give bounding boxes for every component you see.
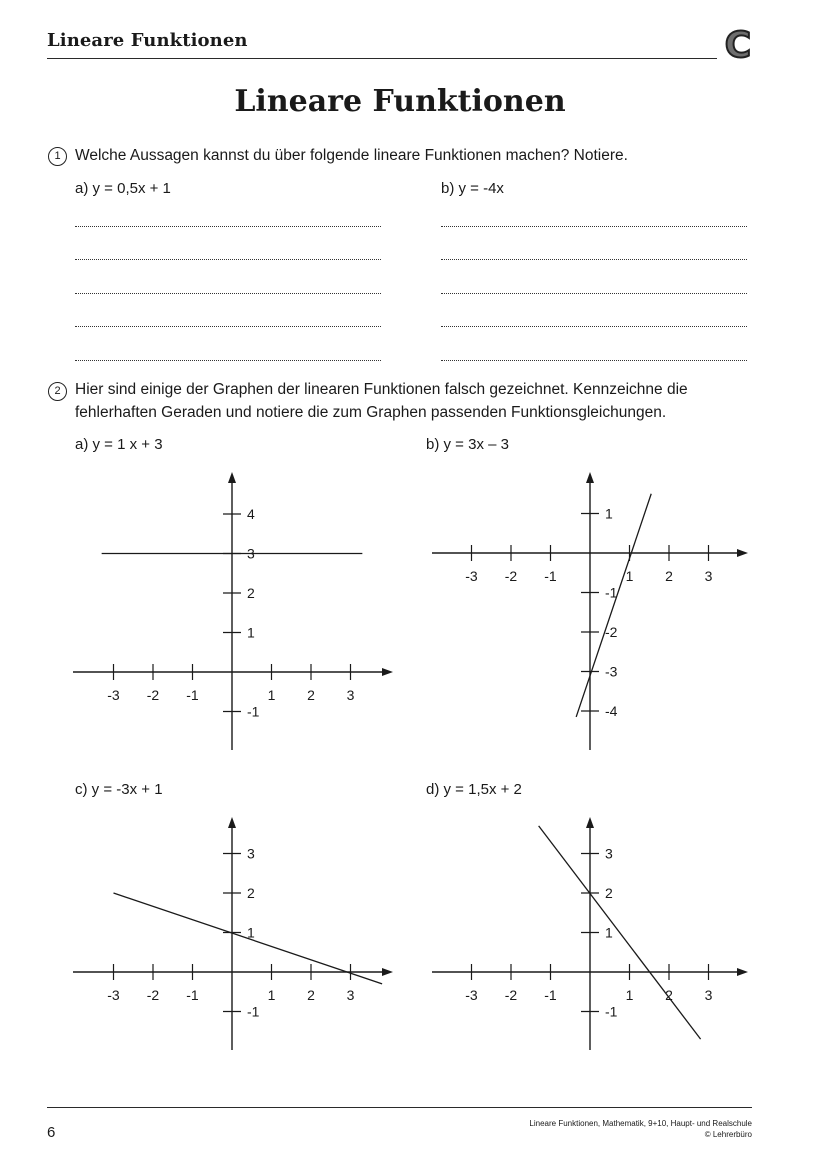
y-tick-label: 3 [247,545,255,562]
x-tick-label: 3 [704,568,713,584]
x-tick-label: -1 [544,568,557,584]
y-tick-label: -1 [605,1003,618,1020]
graph-a-label: a) y = 1 x + 3 [75,436,163,453]
y-axis-arrow [586,817,594,828]
y-tick-label: -1 [247,703,260,720]
task-2-number: 2 [48,382,67,401]
x-tick-label: 1 [267,987,276,1003]
x-tick-label: 2 [307,687,315,703]
graph-c-label: c) y = -3x + 1 [75,781,163,798]
header-title: Lineare Funktionen [47,30,248,51]
x-tick-label: 2 [665,568,673,584]
x-tick-label: -2 [146,687,160,703]
task-1-number: 1 [48,147,67,166]
footer-source [529,1118,752,1140]
y-tick-label: -4 [605,703,618,719]
x-tick-label: -1 [544,987,557,1003]
y-tick-label: 2 [247,885,255,901]
task-1b-label: b) y = -4x [441,180,504,197]
y-tick-label: -3 [605,663,618,680]
x-tick-label: 2 [307,987,315,1003]
y-tick-label: -1 [247,1003,260,1020]
task-2-text-line-2: fehlerhaften Geraden und notiere die zum Graphen passenden Funktionsgleichungen. [75,404,667,421]
x-axis-arrow [737,968,748,976]
x-tick-label: -1 [186,987,199,1003]
y-tick-label: 2 [247,585,255,601]
y-tick-label: -2 [605,624,618,640]
page-number: 6 [47,1124,56,1141]
y-tick-label: 3 [605,845,613,862]
x-tick-label: 3 [346,687,355,703]
x-tick-label: 1 [267,687,276,703]
y-tick-label: 3 [247,845,255,862]
graph-d-label: d) y = 1,5x + 2 [426,781,522,798]
y-tick-label: 1 [605,505,613,522]
y-tick-label: 1 [247,924,255,941]
x-tick-label: 2 [665,987,673,1003]
x-tick-label: 3 [704,987,713,1003]
y-tick-label: -1 [605,584,618,601]
x-tick-label: -2 [504,987,518,1003]
x-tick-label: -1 [186,687,199,703]
x-tick-label: -3 [107,687,120,703]
level-badge: C [724,25,752,66]
x-tick-label: -2 [146,987,160,1003]
footer-source-line-1: Lineare Funktionen, Mathematik, 9+10, Haupt- und Realschule [529,1119,752,1128]
footer-source-line-2: © Lehrerbüro [704,1130,752,1139]
x-tick-label: 3 [346,987,355,1003]
task-1a-label: a) y = 0,5x + 1 [75,180,171,197]
y-tick-label: 1 [605,924,613,941]
y-tick-label: 4 [247,506,255,522]
x-tick-label: -3 [107,987,120,1003]
x-tick-label: -3 [465,568,478,584]
graph-b-label: b) y = 3x – 3 [426,436,509,453]
x-tick-label: 1 [625,568,634,584]
y-tick-label: 1 [247,624,255,641]
task-1-question: Welche Aussagen kannst du über folgende lineare Funktionen machen? Notiere. [75,147,628,164]
footer-rule [47,1107,752,1108]
page-title: Lineare Funktionen [234,84,566,119]
task-2-text-line-1: Hier sind einige der Graphen der linearen Funktionen falsch gezeichnet. Kennzeichne die [75,381,688,398]
x-tick-label: -2 [504,568,518,584]
y-tick-label: 2 [605,885,613,901]
x-tick-label: 1 [625,987,634,1003]
function-line [539,826,701,1039]
x-tick-label: -3 [465,987,478,1003]
